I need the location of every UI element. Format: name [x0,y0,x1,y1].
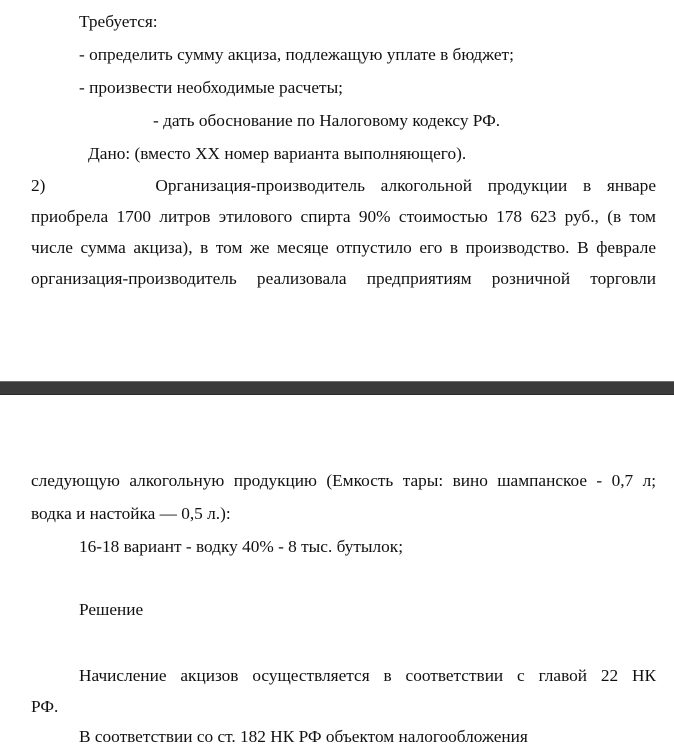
solution-line-1: Начисление акцизов осуществляется в соответствии с главой 22 НК [79,666,656,685]
solution-heading: Решение [79,600,144,619]
page-break-separator [0,381,674,395]
required-heading: Требуется: [79,12,158,31]
task-item-2: - произвести необходимые расчеты; [79,78,343,97]
variant-line: 16-18 вариант - водку 40% - 8 тыс. бутылок; [79,537,403,556]
given-note: Дано: (вместо ХХ номер варианта выполняющего). [88,144,467,163]
problem-line-3: числе сумма акциза), в том же месяце отпустило его в производство. В феврале [31,238,656,257]
solution-line-3: В соответствии со ст. 182 НК РФ объектом налогообложения [79,727,528,746]
solution-line-2: РФ. [31,697,59,716]
problem-line-2: приобрела 1700 литров этилового спирта 90% стоимостью 178 623 руб., (в том [31,207,656,226]
problem-line-1: 2) Организация-производитель алкогольной продукции в январе [31,176,656,195]
task-item-3: - дать обоснование по Налоговому кодексу РФ. [153,111,501,130]
task-item-1: - определить сумму акциза, подлежащую уплате в бюджет; [79,45,514,64]
problem-line-5: следующую алкогольную продукцию (Емкость тары: вино шампанское - 0,7 л; [31,471,656,490]
problem-line-6: водка и настойка — 0,5 л.): [31,504,231,523]
problem-line-4: организация-производитель реализовала предприятиям розничной торговли [31,269,656,288]
